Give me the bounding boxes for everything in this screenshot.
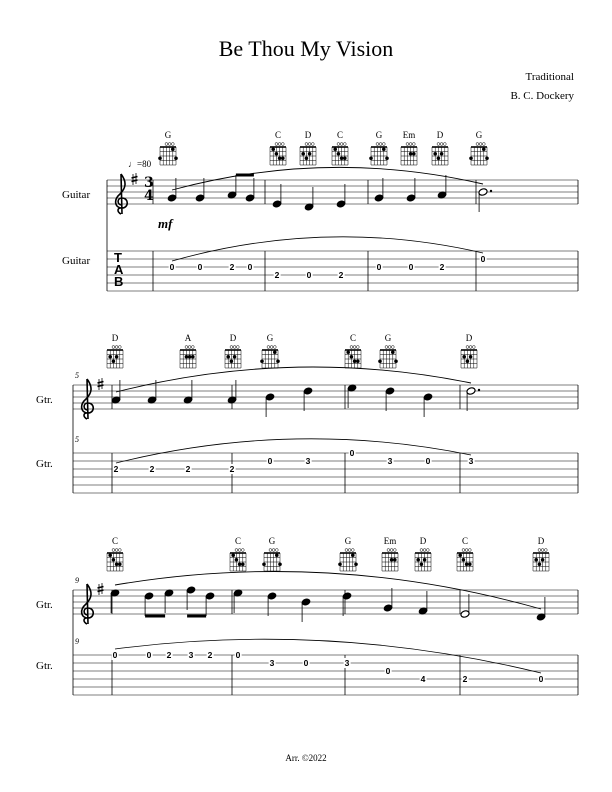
chord-finger-dot <box>308 152 312 156</box>
tab-fret-number: 2 <box>113 464 119 474</box>
chord-finger-dot <box>112 359 116 363</box>
tab-fret-number: 2 <box>338 270 344 280</box>
tab-fret-number: 2 <box>439 262 445 272</box>
tab-measure-number: 5 <box>75 435 79 444</box>
chord-open-string <box>278 143 281 146</box>
chord-open-string <box>118 549 121 552</box>
chord-finger-dot <box>235 558 239 562</box>
chord-symbol: C <box>234 536 242 546</box>
chord-diagram-grid <box>432 143 448 165</box>
tab-staff-label: Guitar <box>62 255 91 267</box>
time-signature-bottom: 4 <box>144 188 154 204</box>
tab-fret-number: 0 <box>480 254 486 264</box>
chord-open-string <box>311 143 314 146</box>
chord-open-string <box>267 346 270 349</box>
chord-finger-dot <box>482 147 486 151</box>
tab-fret-number: 4 <box>420 674 426 684</box>
chord-open-string <box>269 549 272 552</box>
chord-open-string <box>443 143 446 146</box>
notehead <box>245 194 255 203</box>
chord-diagram-grid <box>382 549 398 571</box>
chord-open-string <box>115 346 118 349</box>
chord-finger-dot <box>534 558 538 562</box>
chord-open-string <box>544 549 547 552</box>
chord-open-string <box>238 549 241 552</box>
chord-symbol: D <box>436 130 444 140</box>
chord-finger-dot <box>188 355 192 359</box>
tab-fret-number: 2 <box>462 674 468 684</box>
tab-fret-number: 2 <box>207 650 213 660</box>
tempo-value: =80 <box>137 159 152 169</box>
chord-finger-dot <box>458 553 462 557</box>
chord-symbol: C <box>274 130 282 140</box>
chord-symbol: G <box>268 536 276 546</box>
dynamic-marking: mf <box>158 216 173 231</box>
chord-symbol: D <box>229 333 237 343</box>
notehead <box>272 200 282 209</box>
notehead <box>167 194 177 203</box>
chord-diagram-grid <box>107 346 123 368</box>
chord-finger-dot <box>115 355 119 359</box>
chord-open-string <box>376 143 379 146</box>
chord-open-string <box>390 549 393 552</box>
chord-open-string <box>343 143 346 146</box>
tab-fret-number: 0 <box>303 658 309 668</box>
chord-open-string <box>185 346 188 349</box>
chord-open-string <box>236 346 239 349</box>
tab-fret-number: 0 <box>425 456 431 466</box>
chord-finger-dot <box>238 562 242 566</box>
sharp-bar <box>98 382 104 384</box>
chord-diagram-grid <box>457 549 473 571</box>
chord-open-string <box>423 549 426 552</box>
chord-finger-dot <box>385 156 389 160</box>
chord-finger-dot <box>409 152 413 156</box>
chord-diagram-grid <box>461 346 477 368</box>
chord-symbol: Em <box>383 536 397 546</box>
chord-open-string <box>538 549 541 552</box>
chord-finger-dot <box>226 355 230 359</box>
chord-open-string <box>191 346 194 349</box>
chord-finger-dot <box>305 156 309 160</box>
staff-label: Gtr. <box>36 599 53 611</box>
chord-symbol: A <box>184 333 192 343</box>
tab-fret-number: 2 <box>229 262 235 272</box>
chord-open-string <box>379 143 382 146</box>
chord-diagram-grid <box>378 346 398 368</box>
chord-open-string <box>476 143 479 146</box>
chord-open-string <box>270 346 273 349</box>
chord-open-string <box>382 143 385 146</box>
chord-open-string <box>345 549 348 552</box>
chord-open-string <box>391 346 394 349</box>
chord-diagram-grid <box>158 143 178 165</box>
chord-diagram-grid <box>300 143 316 165</box>
chord-open-string <box>472 346 475 349</box>
notehead <box>265 393 275 402</box>
chord-finger-dot <box>118 562 122 566</box>
tab-fret-number: 0 <box>408 262 414 272</box>
chord-finger-dot <box>108 553 112 557</box>
chord-symbol: D <box>537 536 545 546</box>
chord-diagram-grid <box>469 143 489 165</box>
chord-open-string <box>337 143 340 146</box>
chord-open-string <box>426 549 429 552</box>
chord-open-string <box>241 549 244 552</box>
chord-finger-dot <box>191 355 195 359</box>
chord-finger-dot <box>273 350 277 354</box>
chord-diagram-grid <box>107 549 123 571</box>
notehead <box>342 592 352 601</box>
chord-finger-dot <box>538 562 542 566</box>
chord-finger-dot <box>354 562 358 566</box>
chord-symbol: D <box>419 536 427 546</box>
notehead <box>460 610 470 619</box>
tab-fret-number: 0 <box>349 448 355 458</box>
chord-open-string <box>387 549 390 552</box>
chord-finger-dot <box>468 562 472 566</box>
notehead <box>385 387 395 396</box>
tab-slur <box>115 639 541 673</box>
chord-open-string <box>437 143 440 146</box>
tab-fret-number: 2 <box>274 270 280 280</box>
chord-open-string <box>350 346 353 349</box>
chord-finger-dot <box>278 156 282 160</box>
time-signature-top: 3 <box>144 175 154 191</box>
chord-open-string <box>466 346 469 349</box>
notehead <box>301 598 311 607</box>
chord-finger-dot <box>343 156 347 160</box>
chord-finger-dot <box>108 355 112 359</box>
chord-symbol: Em <box>402 130 416 140</box>
sharp-bar <box>98 587 104 589</box>
score-title: Be Thou My Vision <box>218 36 394 61</box>
tab-fret-number: 0 <box>306 270 312 280</box>
tab-fret-number: 0 <box>538 674 544 684</box>
chord-open-string <box>420 549 423 552</box>
tab-fret-number: 3 <box>269 658 275 668</box>
chord-finger-dot <box>333 147 337 151</box>
chord-finger-dot <box>462 558 466 562</box>
tab-fret-number: 2 <box>149 464 155 474</box>
chord-finger-dot <box>233 355 237 359</box>
tab-staff-label: Gtr. <box>36 660 53 672</box>
chord-finger-dot <box>440 152 444 156</box>
sharp-sign-icon <box>98 583 104 595</box>
chord-finger-dot <box>391 350 395 354</box>
chord-open-string <box>482 143 485 146</box>
notehead <box>267 592 277 601</box>
tab-fret-number: 0 <box>146 650 152 660</box>
chord-finger-dot <box>185 355 189 359</box>
notehead <box>383 604 393 613</box>
chord-open-string <box>115 549 118 552</box>
augmentation-dot <box>478 389 480 391</box>
chord-finger-dot <box>469 355 473 359</box>
tab-fret-number: 3 <box>468 456 474 466</box>
sharp-sign-icon <box>132 173 138 185</box>
chord-finger-dot <box>433 152 437 156</box>
chord-open-string <box>305 143 308 146</box>
chord-diagram-grid <box>180 346 196 368</box>
chord-open-string <box>118 346 121 349</box>
chord-diagram-grid <box>230 549 246 571</box>
chord-finger-dot <box>276 359 280 363</box>
chord-diagram-grid <box>225 346 241 368</box>
augmentation-dot <box>490 190 492 192</box>
chord-finger-dot <box>390 558 394 562</box>
tab-fret-number: 0 <box>169 262 175 272</box>
chord-diagram-grid <box>369 143 389 165</box>
chord-diagram-grid <box>415 549 431 571</box>
chord-finger-dot <box>281 156 285 160</box>
chord-finger-dot <box>466 359 470 363</box>
chord-finger-dot <box>485 156 489 160</box>
chord-open-string <box>340 143 343 146</box>
staff-label: Guitar <box>62 189 91 201</box>
tab-fret-number: 0 <box>247 262 253 272</box>
chord-finger-dot <box>271 147 275 151</box>
tab-fret-number: 0 <box>376 262 382 272</box>
phrase-slur <box>172 167 483 190</box>
chord-finger-dot <box>423 558 427 562</box>
tab-fret-number: 3 <box>305 456 311 466</box>
chord-symbol: C <box>349 333 357 343</box>
chord-open-string <box>168 143 171 146</box>
chord-finger-dot <box>241 562 245 566</box>
chord-open-string <box>356 346 359 349</box>
chord-finger-dot <box>230 359 234 363</box>
chord-finger-dot <box>382 147 386 151</box>
chord-open-string <box>353 346 356 349</box>
chord-open-string <box>409 143 412 146</box>
notehead <box>406 194 416 203</box>
notehead <box>466 387 476 396</box>
chord-finger-dot <box>275 553 279 557</box>
chord-finger-dot <box>394 359 398 363</box>
notehead <box>336 200 346 209</box>
chord-symbol: C <box>461 536 469 546</box>
chord-symbol: D <box>111 333 119 343</box>
chord-open-string <box>465 549 468 552</box>
tempo-marking: ♩=80 <box>128 159 152 169</box>
chord-finger-dot <box>337 152 341 156</box>
chord-finger-dot <box>278 562 282 566</box>
chord-symbol: C <box>111 536 119 546</box>
tab-fret-number: 0 <box>235 650 241 660</box>
chord-finger-dot <box>541 558 545 562</box>
chord-open-string <box>272 549 275 552</box>
chord-open-string <box>440 143 443 146</box>
notehead <box>374 194 384 203</box>
measure-number: 5 <box>75 371 79 380</box>
chord-open-string <box>275 143 278 146</box>
chord-finger-dot <box>465 562 469 566</box>
chord-finger-dot <box>369 156 373 160</box>
chord-open-string <box>412 143 415 146</box>
chord-open-string <box>393 549 396 552</box>
notehead <box>423 393 433 402</box>
chord-symbol: G <box>375 130 383 140</box>
tab-measure-number: 9 <box>75 637 79 646</box>
measure-number: 9 <box>75 576 79 585</box>
chord-open-string <box>188 346 191 349</box>
notehead <box>205 592 215 601</box>
notehead <box>144 592 154 601</box>
chord-open-string <box>112 346 115 349</box>
chord-open-string <box>469 346 472 349</box>
chord-diagram-grid <box>338 549 358 571</box>
tab-fret-number: 3 <box>387 456 393 466</box>
chord-finger-dot <box>158 156 162 160</box>
chord-open-string <box>351 549 354 552</box>
chord-symbol: G <box>344 536 352 546</box>
chord-finger-dot <box>351 553 355 557</box>
chord-diagram-grid <box>533 549 549 571</box>
chord-symbol: G <box>475 130 483 140</box>
chord-finger-dot <box>112 558 116 562</box>
chord-open-string <box>479 143 482 146</box>
chord-diagram-grid <box>345 346 361 368</box>
chord-finger-dot <box>346 350 350 354</box>
notehead <box>303 387 313 396</box>
chord-open-string <box>348 549 351 552</box>
phrase-slur <box>116 367 471 392</box>
chord-finger-dot <box>378 359 382 363</box>
chord-finger-dot <box>412 152 416 156</box>
chord-finger-dot <box>393 558 397 562</box>
chord-open-string <box>165 143 168 146</box>
chord-finger-dot <box>115 562 119 566</box>
staff-label: Gtr. <box>36 394 53 406</box>
chord-open-string <box>385 346 388 349</box>
chord-finger-dot <box>420 562 424 566</box>
tab-clef-letter: B <box>114 274 124 289</box>
chord-finger-dot <box>469 156 473 160</box>
chord-open-string <box>275 549 278 552</box>
chord-symbol: G <box>164 130 172 140</box>
tab-fret-number: 0 <box>385 666 391 676</box>
tab-fret-number: 3 <box>188 650 194 660</box>
chord-finger-dot <box>350 355 354 359</box>
composer-credit: Traditional <box>525 71 574 83</box>
chord-finger-dot <box>340 156 344 160</box>
chord-finger-dot <box>353 359 357 363</box>
chord-open-string <box>308 143 311 146</box>
chord-open-string <box>112 549 115 552</box>
chord-open-string <box>388 346 391 349</box>
sharp-bar <box>132 177 138 179</box>
sharp-sign-icon <box>98 378 104 390</box>
chord-symbol: G <box>384 333 392 343</box>
arranger-credit: B. C. Dockery <box>510 90 574 102</box>
chord-finger-dot <box>437 156 441 160</box>
chord-diagram-grid <box>262 549 282 571</box>
chord-open-string <box>273 346 276 349</box>
chord-symbol: G <box>266 333 274 343</box>
chord-open-string <box>230 346 233 349</box>
tab-fret-number: 2 <box>166 650 172 660</box>
chord-open-string <box>468 549 471 552</box>
chord-symbol: D <box>465 333 473 343</box>
notehead <box>186 586 196 595</box>
chord-open-string <box>406 143 409 146</box>
tab-fret-number: 2 <box>229 464 235 474</box>
chord-finger-dot <box>356 359 360 363</box>
tab-clef-letter: T <box>114 250 122 265</box>
chord-finger-dot <box>301 152 305 156</box>
tab-clef-letter: A <box>114 262 124 277</box>
tab-fret-number: 0 <box>197 262 203 272</box>
tab-staff-label: Gtr. <box>36 458 53 470</box>
chord-diagram-grid <box>270 143 286 165</box>
chord-open-string <box>171 143 174 146</box>
tab-fret-number: 0 <box>267 456 273 466</box>
chord-finger-dot <box>260 359 264 363</box>
chord-finger-dot <box>174 156 178 160</box>
tab-fret-number: 3 <box>344 658 350 668</box>
chord-diagram-grid <box>401 143 417 165</box>
chord-finger-dot <box>338 562 342 566</box>
chord-symbol: C <box>336 130 344 140</box>
notehead <box>195 194 205 203</box>
chord-finger-dot <box>231 553 235 557</box>
chord-open-string <box>541 549 544 552</box>
chord-open-string <box>235 549 238 552</box>
tab-fret-number: 0 <box>112 650 118 660</box>
chord-diagram-grid <box>332 143 348 165</box>
chord-symbol: D <box>304 130 312 140</box>
chord-diagram-grid <box>260 346 280 368</box>
chord-open-string <box>281 143 284 146</box>
chord-finger-dot <box>275 152 279 156</box>
notehead <box>478 188 488 197</box>
chord-finger-dot <box>262 562 266 566</box>
chord-open-string <box>462 549 465 552</box>
tab-slur <box>116 439 471 463</box>
chord-open-string <box>233 346 236 349</box>
tab-fret-number: 2 <box>185 464 191 474</box>
chord-finger-dot <box>171 147 175 151</box>
copyright-footer: Arr. ©2022 <box>285 753 327 763</box>
chord-finger-dot <box>462 355 466 359</box>
chord-finger-dot <box>416 558 420 562</box>
tab-slur <box>172 237 483 261</box>
